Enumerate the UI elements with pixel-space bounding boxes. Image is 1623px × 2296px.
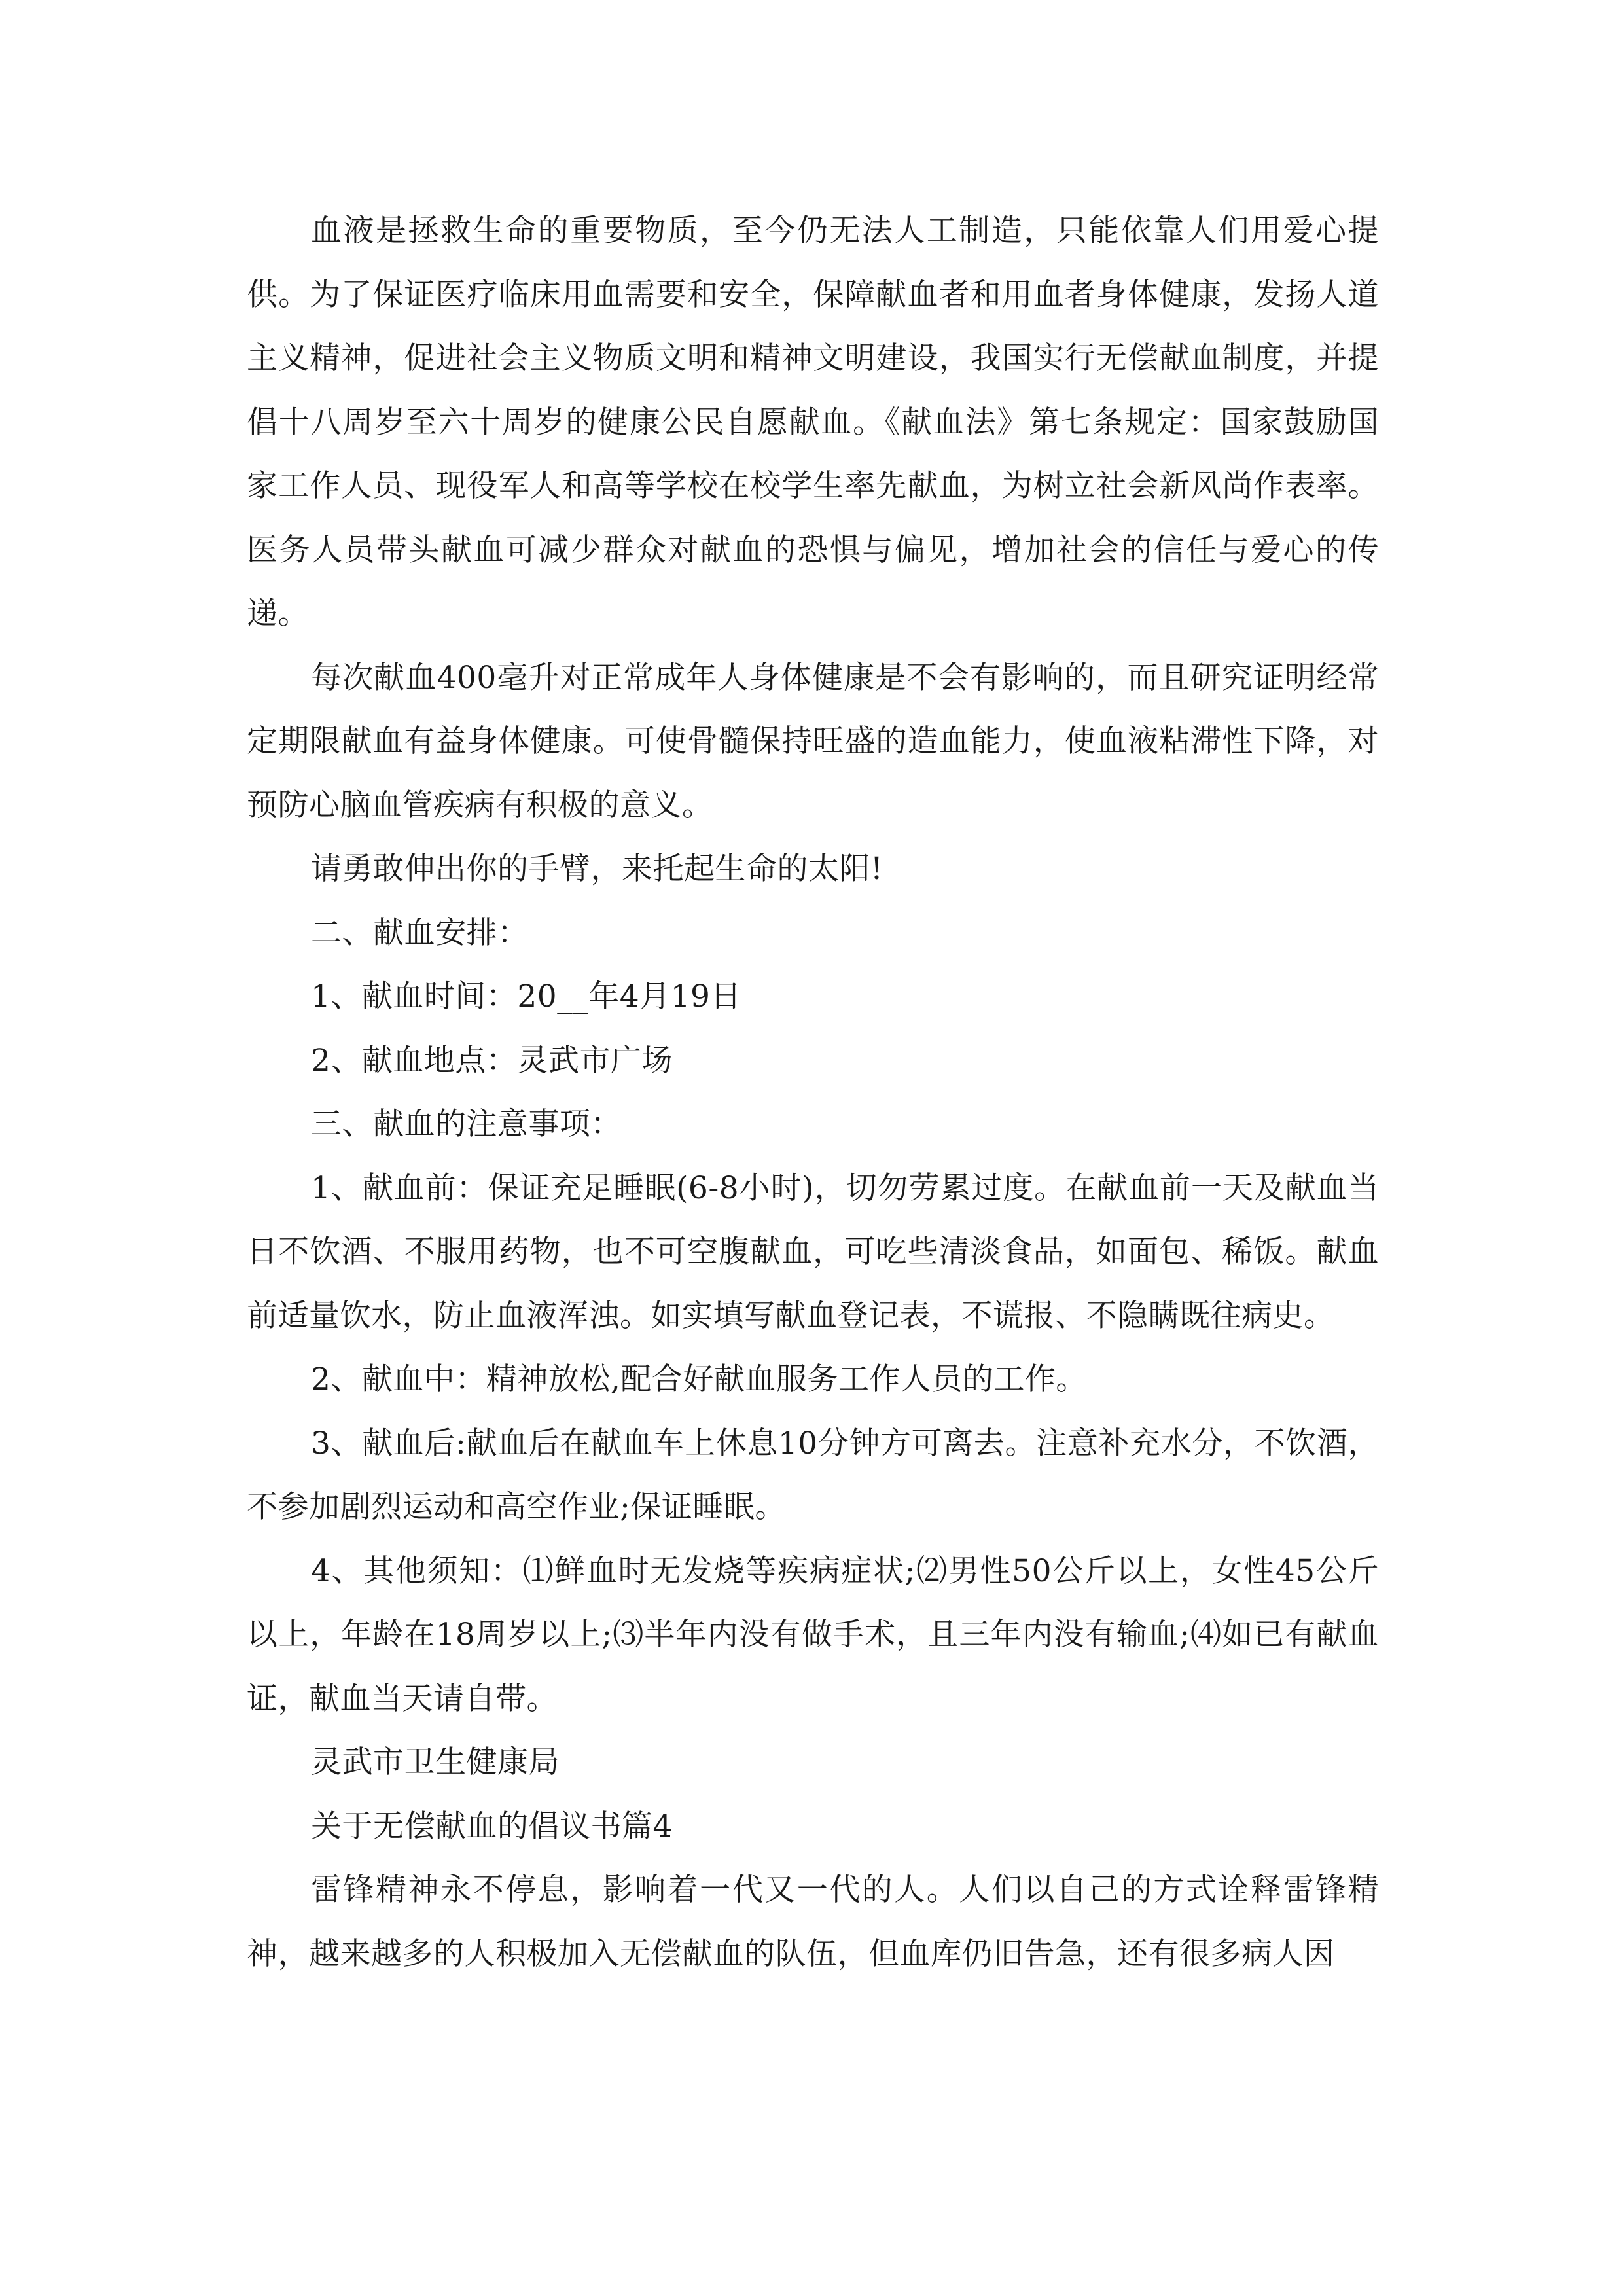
note-during-donation: 2、献血中：精神放松,配合好献血服务工作人员的工作。 [311,1361,1087,1397]
next-article-title: 关于无偿献血的倡议书篇4 [311,1808,673,1844]
section-heading-arrangement: 二、献血安排： [311,914,529,951]
note-after-donation: 3、献血后:献血后在献血车上休息10分钟方可离去。注意补充水分，不饮酒，不参加剧烈运动和高空作业;保证睡眠。 [247,1425,1379,1525]
signature-organization: 灵武市卫生健康局 [311,1744,560,1780]
section-heading-notes: 三、献血的注意事项： [311,1106,622,1142]
next-article-paragraph: 雷锋精神永不停息，影响着一代又一代的人。人们以自己的方式诠释雷锋精神，越来越多的人积极加入无偿献血的队伍，但血库仍旧告急，还有很多病人因 [247,1872,1379,1972]
note-other: 4、其他须知：⑴鲜血时无发烧等疾病症状;⑵男性50公斤以上，女性45公斤以上，年龄在18周岁以上;⑶半年内没有做手术，且三年内没有输血;⑷如已有献血证，献血当天请自带。 [247,1552,1379,1717]
arrangement-time: 1、献血时间：20__年4月19日 [311,978,741,1014]
health-paragraph: 每次献血400毫升对正常成年人身体健康是不会有影响的，而且研究证明经常定期限献血有益身体健康。可使骨髓保持旺盛的造血能力，使血液粘滞性下降，对预防心脑血管疾病有积极的意义。 [247,659,1379,823]
arrangement-location: 2、献血地点：灵武市广场 [311,1042,673,1079]
appeal-paragraph: 请勇敢伸出你的手臂，来托起生命的太阳! [311,851,883,887]
document-page [247,199,1379,1986]
note-before-donation: 1、献血前：保证充足睡眠(6-8小时)，切勿劳累过度。在献血前一天及献血当日不饮酒、不服用药物，也不可空腹献血，可吃些清淡食品，如面包、稀饭。献血前适量饮水，防止血液浑浊。如实填写献血登记表，不谎报、不隐瞒既往病史。 [247,1170,1379,1334]
intro-paragraph: 血液是拯救生命的重要物质，至今仍无法人工制造，只能依靠人们用爱心提供。为了保证医疗临床用血需要和安全，保障献血者和用血者身体健康，发扬人道主义精神，促进社会主义物质文明和精神文明建设，我国实行无偿献血制度，并提倡十八周岁至六十周岁的健康公民自愿献血。《献血法》第七条规定：国家鼓励国家工作人员、现役军人和高等学校在校学生率先献血，为树立社会新风尚作表率。医务人员带头献血可减少群众对献血的恐惧与偏见，增加社会的信任与爱心的传递。 [247,213,1379,632]
